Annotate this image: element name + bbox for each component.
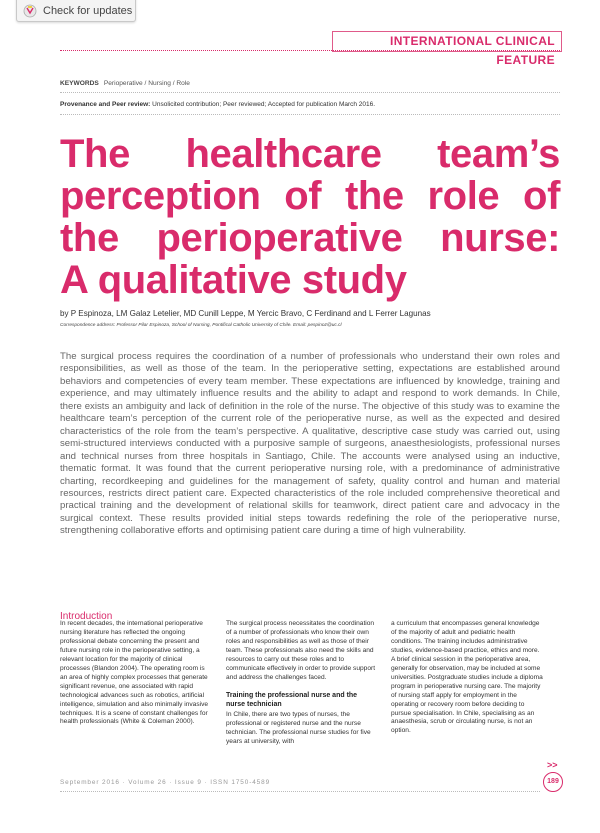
keywords-label: KEYWORDS bbox=[60, 80, 99, 87]
provenance-line bbox=[60, 101, 375, 108]
feature-header bbox=[332, 31, 562, 67]
provenance-text: Unsolicited contribution; Peer reviewed; Accepted for publication March 2016. bbox=[152, 101, 376, 108]
provenance-label: Provenance and Peer review: bbox=[60, 101, 151, 108]
check-for-updates-button[interactable] bbox=[16, 0, 136, 22]
introduction-heading: Introduction bbox=[60, 611, 113, 622]
check-for-updates-label: Check for updates bbox=[43, 5, 133, 17]
title-line-3: the perioperative nurse: bbox=[60, 216, 560, 260]
page-number: 189 bbox=[543, 772, 563, 792]
feature-rule bbox=[60, 50, 560, 51]
provenance-divider bbox=[60, 114, 560, 115]
training-subheading: Training the professional nurse and the nurse technician bbox=[226, 691, 358, 708]
column-2-paragraph-1: The surgical process necessitates the coordination of a number of professionals who know their own roles and responsibilities as well as those of their team. These professionals also need the skills and resources to carry out these roles and to communicate effectively in order to provide support and address the challenges faced. bbox=[226, 620, 376, 681]
article-title bbox=[60, 133, 560, 301]
column-1-paragraph: In recent decades, the international perioperative nursing literature has reflected the ongoing professional debate concerning the present and future nursing role in the perioperative setting, a relevant location for the majority of clinical processes (Blandon 2004). The operating room is an area of highly complex processes that generate significant revenue, one associated with rapid technological advances such as robotics, artificial intelligence, simulation and also minimally invasive techniques. It is a scene of constant challenges for health professionals (White & Coleman 2000). bbox=[60, 620, 209, 726]
keywords-line bbox=[60, 80, 190, 87]
keywords-items: Perioperative / Nursing / Role bbox=[103, 80, 190, 87]
correspondence-address: Correspondence address: Professor Pilar Espinoza, School of Nursing, Pontifical Catholic University of Chile. Email: pespinoz@uc.cl bbox=[60, 323, 342, 328]
check-for-updates-icon bbox=[23, 4, 37, 18]
title-line-2: perception of the role of bbox=[60, 174, 560, 218]
body-column-1 bbox=[60, 620, 211, 727]
journal-footer: September 2016 · Volume 26 · Issue 9 · ISSN 1750-4589 bbox=[60, 779, 271, 786]
footer-divider bbox=[60, 791, 540, 792]
column-3-paragraph: a curriculum that encompasses general knowledge of the majority of adult and pediatric health conditions. The training includes administrative studies, evidence-based practice, ethics and more. A brief clinical session in the perioperative area, generally for observation, may be included at some universities. Postgraduate studies include a diploma program in perioperative nursing care. The majority of nursing staff apply for employment in the operating or recovery room before deciding to pursue specialisation. In Chile, specialising as an anaesthesia, scrub or circulating nurse, is not an option. bbox=[391, 620, 543, 735]
feature-label: INTERNATIONAL CLINICAL FEATURE bbox=[389, 34, 555, 67]
title-line-1: The healthcare team’s bbox=[60, 132, 560, 176]
continue-marker: >> bbox=[547, 760, 558, 770]
abstract: The surgical process requires the coordination of a number of professionals who understand their own roles and responsibilities, as well as those of the team. In the perioperative setting, expectations are established around behaviors and competencies of every team member. These expectations are influenced by knowledge, training and experience, and may ultimately influence results and the ability to adapt and respond to work demands. In Chile, there exists an ambiguity and lack of definition in the role of the nurse. The objective of this study was to examine the healthcare team’s perception of the current role of the perioperative nurse, as well as the expected and desired characteristics of the role from the team’s perspective. A qualitative, descriptive case study was carried out, using semi-structured interviews conducted with a purposive sample of surgeons, anaesthesiologists, professional nurses and technical nurses from three hospitals in Santiago, Chile. The accounts were analysed using an inductive, thematic format. It was found that the current perioperative nursing role, with a predominance of administrative charting, recordkeeping and guidelines for the management of safety, quality control and human and material resources, restricts direct patient care. Expected characteristics of the role included comprehensive theoretical and practical training and the development of relational skills for teamwork, direct patient care and advocacy in the surgical context. These results provided initial steps towards redefining the role of the perioperative nurse, strengthening collaborative efforts and optimising patient care during a time of high vulnerability. bbox=[60, 351, 560, 537]
title-line-4: A qualitative study bbox=[60, 258, 407, 302]
body-column-3 bbox=[391, 620, 543, 736]
column-2-paragraph-2: In Chile, there are two types of nurses, the professional or registered nurse and the nurse technician. The professional nurse studies for five years at university, with bbox=[226, 710, 371, 745]
keywords-divider bbox=[60, 92, 560, 93]
authors: by P Espinoza, LM Galaz Letelier, MD Cunill Leppe, M Yercic Bravo, C Ferdinand and L Ferrer Lagunas bbox=[60, 309, 431, 318]
body-column-2 bbox=[226, 620, 376, 746]
